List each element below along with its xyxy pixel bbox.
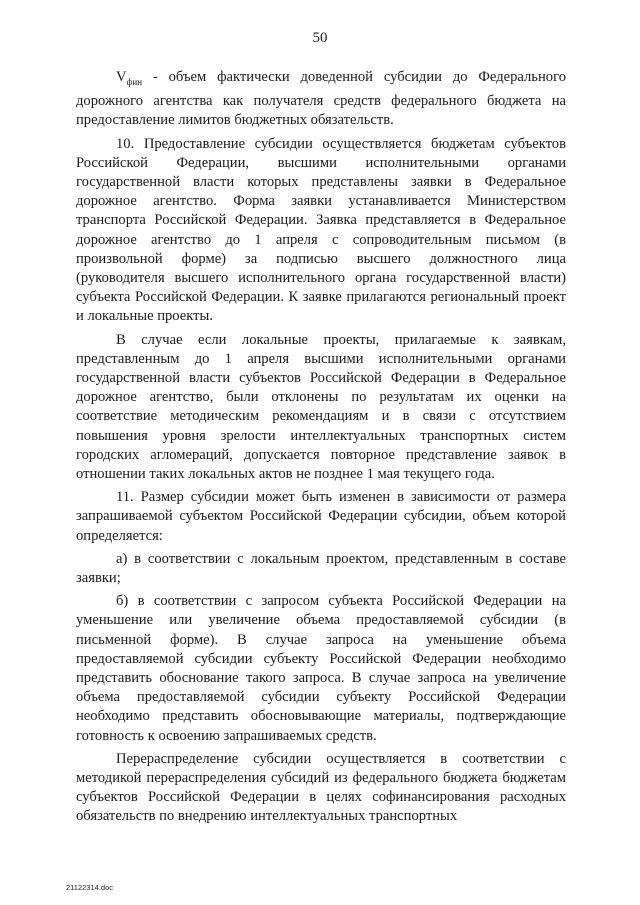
paragraph-v-fin-definition: [76, 68, 566, 131]
v-fin-symbol-subscript: фин: [126, 76, 143, 87]
v-fin-definition-text: - объем фактически доведенной субсидии до Федерального дорожного агентства как получателя средств федерального бюджета на предоставление лимитов бюджетных обязательств.: [76, 69, 566, 129]
paragraph-subitem-b: б) в соответствии с запросом субъекта Российской Федерации на уменьшение или увеличение объема предоставляемой субсидии (в письменной форме). В случае запроса на уменьшение объема предоставляемой субсидии субъекту Российской Федерации необходимо представить обоснование такого запроса. В случае запроса на увеличение объема предоставляемой субсидии субъекту Российской Федерации необходимо представить обосновывающие материалы, подтверждающие готовность к освоению запрашиваемых средств.: [76, 593, 566, 744]
page-number: 50: [312, 30, 328, 46]
paragraph-redistribution: Перераспределение субсидии осуществляется в соответствии с методикой перераспределения субсидий из федерального бюджета бюджетам субъектов Российской Федерации в целях софинансирования расходных обязательств по внедрению интеллектуальных транспортных: [76, 750, 566, 825]
document-body: [76, 60, 566, 827]
paragraph-repeat-submission: В случае если локальные проекты, прилагаемые к заявкам, представленным до 1 апреля высшими исполнительными органами государственной власти субъектов Российской Федерации в Федеральное дорожное агентство, были отклонены по результатам их оценки на соответствие методическим рекомендациям и в связи с отсутствием повышения уровня зрелости интеллектуальных транспортных систем городских агломераций, допускается повторное представление заявок в отношении таких локальных актов не позднее 1 мая текущего года.: [76, 331, 566, 482]
paragraph-subitem-a: а) в соответствии с локальным проектом, представленным в составе заявки;: [76, 550, 566, 586]
v-fin-symbol-letter: V: [116, 69, 127, 85]
paragraph-item-11: 11. Размер субсидии может быть изменен в зависимости от размера запрашиваемой субъектом Российской Федерации субсидии, объем которой определяется:: [76, 489, 566, 544]
v-fin-symbol: [116, 69, 142, 85]
document-footer-id: 21122314.doc: [66, 883, 113, 892]
paragraph-item-10: 10. Предоставление субсидии осуществляется бюджетам субъектов Российской Федерации, высшими исполнительными органами государственной власти которых представлены заявки в Федеральное дорожное агентство. Форма заявки устанавливается Министерством транспорта Российской Федерации. Заявка представляется в Федеральное дорожное агентство до 1 апреля с сопроводительным письмом (в произвольной форме) за подписью высшего должностного лица (руководителя высшего исполнительного органа государственной власти) субъекта Российской Федерации. К заявке прилагаются региональный проект и локальные проекты.: [76, 135, 566, 325]
